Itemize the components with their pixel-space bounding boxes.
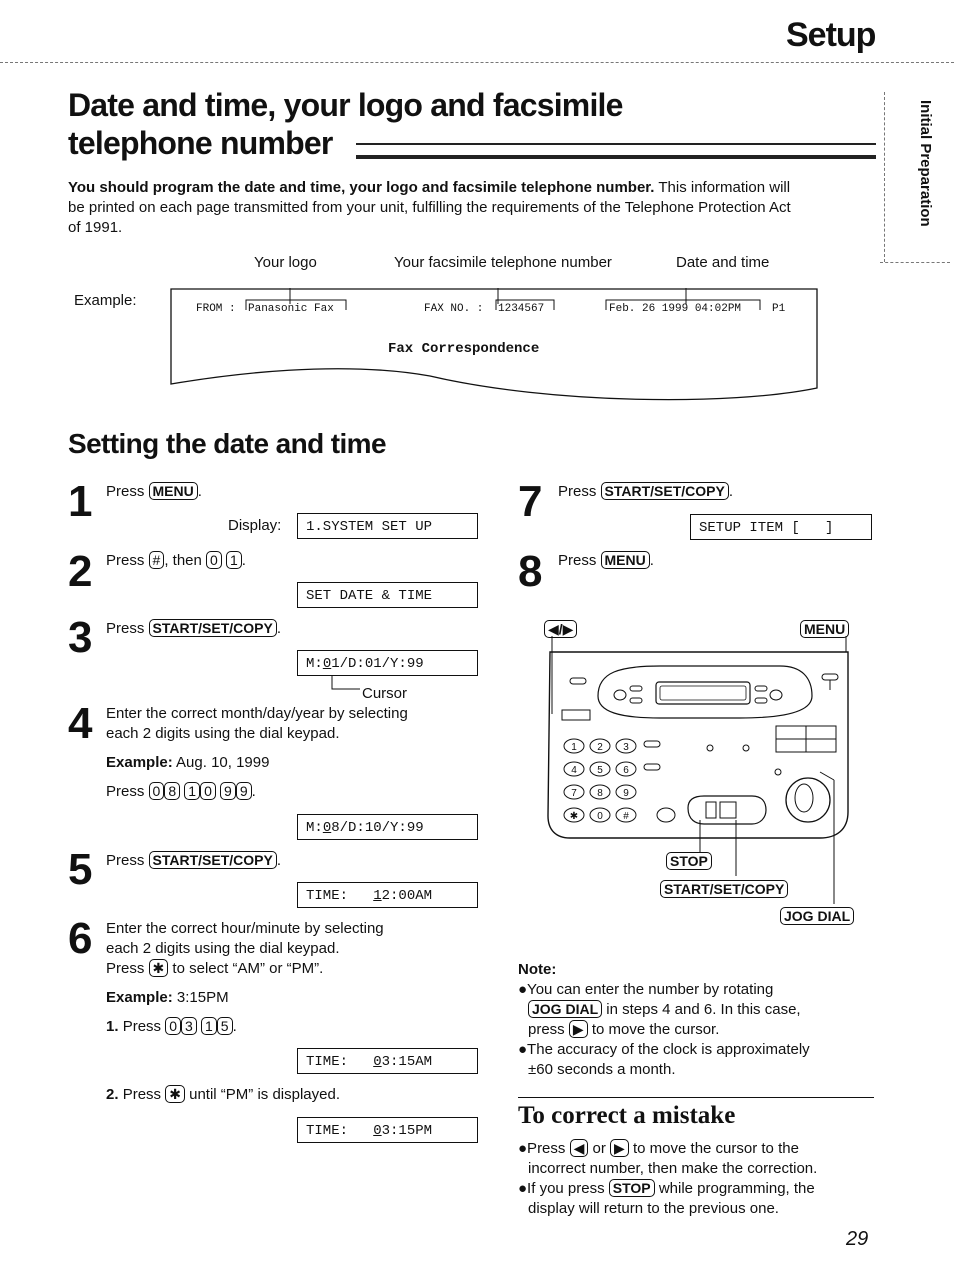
device-menu-label bbox=[800, 620, 849, 640]
one-key: 1 bbox=[226, 551, 242, 569]
correct-bullet1-line2: incorrect number, then make the correction. bbox=[528, 1160, 818, 1177]
start-set-copy-key: START/SET/COPY bbox=[601, 482, 729, 500]
stop-key: STOP bbox=[609, 1179, 655, 1197]
correct-bullet2-post: while programming, the bbox=[658, 1180, 815, 1197]
step-6-line3 bbox=[106, 959, 486, 979]
digit-key: 0 bbox=[165, 1017, 181, 1035]
step-2-text: Press # , then 0 1 . bbox=[106, 552, 246, 569]
step-8-number: 8 bbox=[518, 547, 543, 596]
step-6-line1: Enter the correct hour/minute by selecting bbox=[106, 920, 384, 937]
keypad-key: 6 bbox=[623, 765, 629, 776]
step-2-then: , then bbox=[164, 552, 202, 569]
step-6-press: Press bbox=[106, 960, 145, 977]
step-5-press: Press bbox=[106, 852, 145, 869]
step-3-press: Press bbox=[106, 620, 145, 637]
device-stop-label bbox=[666, 852, 712, 872]
title-rule bbox=[356, 143, 876, 159]
note-bullet1-line2 bbox=[518, 1000, 878, 1020]
step-5-display-post: 2:00AM bbox=[381, 888, 433, 904]
step-8-press: Press bbox=[558, 552, 597, 569]
step-1-press: Press bbox=[106, 483, 145, 500]
cursor-pointer-line bbox=[328, 675, 362, 695]
digit-key: 3 bbox=[181, 1017, 197, 1035]
correct-block bbox=[518, 1139, 878, 1219]
step-6-display-am bbox=[297, 1048, 478, 1074]
jog-dial-key: JOG DIAL bbox=[780, 907, 854, 925]
right-arrow-key: ▶ bbox=[610, 1139, 629, 1157]
header-divider bbox=[0, 62, 954, 63]
keypad-key: 3 bbox=[623, 742, 629, 753]
left-arrow-key: ◀ bbox=[570, 1139, 589, 1157]
step-3-display bbox=[297, 650, 478, 676]
step-4-example-value: Aug. 10, 1999 bbox=[176, 754, 270, 771]
correct-divider bbox=[518, 1097, 874, 1098]
fax-from-label: FROM : bbox=[196, 303, 236, 315]
keypad-key: 8 bbox=[597, 788, 603, 799]
fax-from-value: Panasonic Fax bbox=[248, 303, 334, 315]
step-5-display bbox=[297, 882, 478, 908]
menu-key: MENU bbox=[149, 482, 198, 500]
step-4-text bbox=[106, 704, 486, 744]
step-6-sub1-press: Press bbox=[122, 1018, 162, 1035]
step-2-press: Press bbox=[106, 552, 145, 569]
step-6-display-pm bbox=[297, 1117, 478, 1143]
step-6-sub2-num: 2. bbox=[106, 1086, 119, 1103]
step-4-number: 4 bbox=[68, 699, 93, 748]
step-5-text: Press START/SET/COPY . bbox=[106, 852, 281, 869]
note-bullet1-line3-post: to move the cursor. bbox=[591, 1021, 720, 1038]
correct-if-press: ●If you press bbox=[518, 1180, 605, 1197]
sidebar-tab-bottom bbox=[880, 262, 950, 263]
correct-or: or bbox=[592, 1140, 606, 1157]
star-key: ✱ bbox=[149, 959, 169, 977]
note-block bbox=[518, 960, 878, 1080]
step-4-line1: Enter the correct month/day/year by selecting bbox=[106, 705, 408, 722]
keypad-key: 4 bbox=[571, 765, 577, 776]
note-bullet2-line1: ●The accuracy of the clock is approximately bbox=[518, 1041, 810, 1058]
correct-bullet1-line1 bbox=[518, 1139, 878, 1159]
section-title: Setting the date and time bbox=[68, 428, 386, 459]
page-title-line2: telephone number bbox=[68, 125, 333, 161]
intro-paragraph bbox=[68, 178, 878, 238]
intro-line2: be printed on each page transmitted from your unit, fulfilling the requirements of the Telephone Protection Act bbox=[68, 199, 791, 216]
note-bullet1-line3 bbox=[518, 1020, 878, 1040]
step-4-display-pre: M: bbox=[306, 820, 323, 836]
digit-key: 9 bbox=[220, 782, 236, 800]
step-6-display2-pre: TIME: bbox=[306, 1123, 374, 1139]
step-6-display2-post: 3:15PM bbox=[381, 1123, 433, 1139]
zero-key: 0 bbox=[206, 551, 222, 569]
step-3-display-pre: M: bbox=[306, 656, 323, 672]
caption-fax-number: Your facsimile telephone number bbox=[394, 254, 612, 271]
device-start-label bbox=[660, 880, 788, 900]
step-6-display2-cursor: 0 bbox=[373, 1123, 382, 1139]
sidebar-tab-label: Initial Preparation bbox=[917, 100, 934, 227]
correct-title: To correct a mistake bbox=[518, 1102, 736, 1129]
keypad-key: # bbox=[623, 811, 629, 822]
digit-key: 0 bbox=[200, 782, 216, 800]
step-6-sub1-num: 1. bbox=[106, 1018, 119, 1035]
step-4-display bbox=[297, 814, 478, 840]
step-7-number: 7 bbox=[518, 477, 543, 526]
note-bullet2-line2: ±60 seconds a month. bbox=[528, 1061, 676, 1078]
page-number: 29 bbox=[846, 1228, 869, 1250]
example-label: Example: bbox=[74, 292, 137, 309]
device-jog-label bbox=[780, 907, 854, 927]
cursor-label: Cursor bbox=[362, 685, 408, 702]
step-1-text: Press MENU . bbox=[106, 483, 202, 500]
step-6-display1-post: 3:15AM bbox=[381, 1054, 433, 1070]
step-3-display-cursor: 0 bbox=[322, 656, 332, 672]
keypad-key: 1 bbox=[571, 742, 577, 753]
step-4-display-cursor: 0 bbox=[322, 820, 332, 836]
step-3-text: Press START/SET/COPY . bbox=[106, 620, 281, 637]
star-key: ✱ bbox=[165, 1085, 185, 1103]
step-5-number: 5 bbox=[68, 845, 93, 894]
step-4-press: Press bbox=[106, 783, 145, 800]
step-4-display-post: 8/D:10/Y:99 bbox=[331, 820, 424, 836]
step-6-sub2-post: until “PM” is displayed. bbox=[189, 1086, 340, 1103]
step-6-sub2-press: Press bbox=[122, 1086, 162, 1103]
step-4-example bbox=[106, 753, 269, 773]
step-3-display-post: 1/D:01/Y:99 bbox=[331, 656, 424, 672]
step-6-number: 6 bbox=[68, 914, 93, 963]
note-press: press bbox=[528, 1021, 565, 1038]
start-set-copy-key: START/SET/COPY bbox=[660, 880, 788, 898]
step-7-press: Press bbox=[558, 483, 597, 500]
step-5-display-cursor: 1 bbox=[373, 888, 382, 904]
keypad-key: 7 bbox=[571, 788, 577, 799]
step-6-sub1: 1. Press 0 3 1 5 . bbox=[106, 1018, 237, 1035]
digit-key: 5 bbox=[217, 1017, 233, 1035]
left-right-arrow-icon: ◀/▶ bbox=[544, 620, 577, 638]
step-6-example-value: 3:15PM bbox=[176, 989, 229, 1006]
step-2-display: SET DATE & TIME bbox=[297, 582, 478, 608]
keypad-key: 0 bbox=[597, 811, 603, 822]
step-6-line3-post: to select “AM” or “PM”. bbox=[172, 960, 324, 977]
step-6-display1-cursor: 0 bbox=[373, 1054, 382, 1070]
note-bullet1-post: in steps 4 and 6. In this case, bbox=[606, 1001, 801, 1018]
stop-key: STOP bbox=[666, 852, 712, 870]
step-6-example bbox=[106, 988, 229, 1008]
step-8-text: Press MENU . bbox=[558, 552, 654, 569]
digit-key: 0 bbox=[149, 782, 165, 800]
fax-number-value: 1234567 bbox=[498, 303, 545, 315]
digit-key: 1 bbox=[201, 1017, 217, 1035]
fax-number-label: FAX NO. : bbox=[424, 303, 484, 315]
step-6-sub2 bbox=[106, 1085, 340, 1105]
step-6-line2: each 2 digits using the dial keypad. bbox=[106, 940, 340, 957]
step-7-text: Press START/SET/COPY . bbox=[558, 483, 733, 500]
step-5-display-pre: TIME: bbox=[306, 888, 374, 904]
correct-bullet2-line2: display will return to the previous one. bbox=[528, 1200, 779, 1217]
digit-key: 9 bbox=[236, 782, 252, 800]
step-3-number: 3 bbox=[68, 613, 93, 662]
note-title: Note: bbox=[518, 961, 557, 978]
fax-date-value: Feb. 26 1999 04:02PM bbox=[609, 303, 742, 315]
step-4-keys: Press 0 8 1 0 9 9 . bbox=[106, 783, 256, 800]
correct-bullet1-post: to move the cursor to the bbox=[633, 1140, 799, 1157]
start-set-copy-key: START/SET/COPY bbox=[149, 851, 277, 869]
fax-page-value: P1 bbox=[772, 303, 786, 315]
step-6-text bbox=[106, 919, 486, 979]
hash-key: # bbox=[149, 551, 165, 569]
step-1-display: 1.SYSTEM SET UP bbox=[297, 513, 478, 539]
step-1-display-label: Display: bbox=[228, 517, 282, 534]
page-title-line1: Date and time, your logo and facsimile bbox=[68, 87, 623, 123]
intro-line1-rest: This information will bbox=[654, 179, 791, 196]
step-7-display: SETUP ITEM [ ] bbox=[690, 514, 872, 540]
menu-key: MENU bbox=[601, 551, 650, 569]
note-bullet1-line1: ●You can enter the number by rotating bbox=[518, 981, 774, 998]
section-header: Setup bbox=[786, 16, 876, 54]
step-4-line2: each 2 digits using the dial keypad. bbox=[106, 725, 340, 742]
digit-key: 1 bbox=[184, 782, 200, 800]
keypad-key: ✱ bbox=[569, 811, 579, 822]
intro-line3: of 1991. bbox=[68, 219, 123, 236]
device-arrow-keys-label bbox=[544, 620, 577, 640]
menu-key: MENU bbox=[800, 620, 849, 638]
correct-press: ●Press bbox=[518, 1140, 566, 1157]
intro-bold: You should program the date and time, your logo and facsimile telephone number. bbox=[68, 179, 655, 196]
keypad-key: 5 bbox=[597, 765, 603, 776]
step-2-number: 2 bbox=[68, 547, 93, 596]
start-set-copy-key: START/SET/COPY bbox=[149, 619, 277, 637]
keypad-key: 9 bbox=[623, 788, 629, 799]
step-4-example-label: Example: bbox=[106, 754, 173, 771]
step-1-number: 1 bbox=[68, 477, 93, 526]
fax-doc-title: Fax Correspondence bbox=[388, 341, 540, 357]
jog-dial-key: JOG DIAL bbox=[528, 1000, 602, 1018]
correct-bullet2-line1 bbox=[518, 1179, 878, 1199]
keypad-key: 2 bbox=[597, 742, 603, 753]
caption-date-time: Date and time bbox=[676, 254, 770, 271]
right-arrow-key: ▶ bbox=[569, 1020, 588, 1038]
step-6-example-label: Example: bbox=[106, 989, 173, 1006]
digit-key: 8 bbox=[164, 782, 180, 800]
caption-your-logo: Your logo bbox=[254, 254, 317, 271]
step-6-display1-pre: TIME: bbox=[306, 1054, 374, 1070]
